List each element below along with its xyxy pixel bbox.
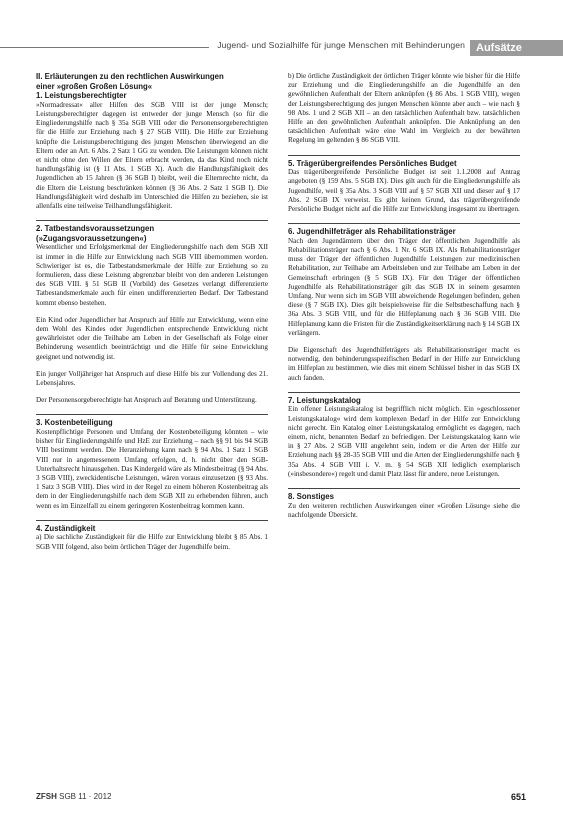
section-8-title: 8. Sonstiges (288, 492, 334, 502)
section-7 (288, 396, 520, 479)
section-4-title: 4. Zuständigkeit (36, 523, 96, 533)
page-number: 651 (510, 792, 526, 802)
section-6-title: 6. Jugendhilfeträger als Rehabilitationsträger (288, 227, 456, 237)
section-2-subtitle: (»Zugangsvoraussetzungen«) (36, 233, 147, 243)
section-2-paragraph-4: Der Personensorgeberechtigte hat Anspruch auf Beratung und Unterstützung. (36, 396, 257, 405)
section-3-paragraph: Kostenpflichtige Personen und Umfang der Kostenbeteiligung könnten – wie bisher für Eingliederungshilfe und HzE zur Erziehung – nach §§ 91 bis 94 SGB VIII bestimmt werden. Die Heranziehung kann nach § 94 Abs. 1 Satz 1 SGB VIII nur in angemessenem Umfang erfolgen, d. h. nicht über den SGB-Unterhaltsrecht hinausgehen. Das Kindergeld wäre als Mindestbeitrag (§ 94 Abs. 3 SGB VIII), zweckidentische Leistungen, wären voraus einzusetzen (§ 93 Abs. 1 Satz 3 SGB VIII). Dies wird in der Regel zu einem höheren Kostenbeitrag als dem in der Eingliederungshilfe nach dem SGB XII zu erhebenden führen, auch wenn es im Einzelfall zu einem geringeren Kostenbeitrag kommen kann. (36, 428, 268, 510)
section-divider (36, 220, 268, 221)
section-6-paragraph-1: Nach den Jugendämtern über den Träger der öffentlichen Jugendhilfe als Rehabilitationsträger nach § 6 Abs. 1 Nr. 6 SGB IX. Als Rehabilitationsträger muss der Träger der öffentlichen Jugendhilfe Leistungen zur medizinischen Rehabilitation, zur Teilhabe am Arbeitsleben und zur Teilhabe am Leben in der Gemeinschaft erbringen (§ 5 SGB IX). Für den Träger der öffentlichen Jugendhilfe als Rehabilitationsträger gilt das SGB IX in seinem gesamten Umfang. Nur wenn sich im SGB VIII abweichende Regelungen befinden, gehen diese (§ 7 SGB IX). Dies gilt beispielsweise für die Selbstbeschaffung nach § 36a Abs. 3 SGB VIII, und für die Hilfeplanung nach § 36 SGB VIII. Die Hilfeplanung kann die Fristen für die Zuständigkeitserklärung nach § 14 SGB IX verlängern. (288, 236, 520, 337)
right-column (288, 72, 520, 529)
journal-issue: 11 · 2012 (78, 792, 112, 801)
section-3-title: 3. Kostenbeteiligung (36, 418, 113, 428)
section-4b-paragraph: b) Die örtliche Zuständigkeit der örtlichen Träger könnte wie bisher für die Hilfe zur Erziehung und die Eingliederungshilfe an die Jugendhilfe an den gewöhnlichen Aufenthalt der Eltern anknüpfen (§ 86 Abs. 1 SGB VIII), wegen der Leistungsberechtigung des jungen Menschen könnte aber auch – wie nach § 98 Abs. 1 und 2 SGB XII – an den tatsächlichen Aufenthalt bzw. tatsächlichen Hilfe an den gewöhnlichen Aufenthalt anknüpfen. Die Anknüpfung an den tatsächlichen Aufenthalt wäre eine Wahl im Vergleich zu der bewährten Regelung im geltenden § 86 SGB VIII. (288, 72, 520, 145)
section-tab: Aufsätze (470, 40, 563, 56)
section-5-paragraph: Das trägerübergreifende Persönliche Budget ist seit 1.1.2008 auf Antrag angeboten (§ 159 Abs. 5 SGB IX). Dies gilt auch für die Eingliederungshilfe als Jugendhilfe, weil § 35a Abs. 3 SGB VIII auf § 57 SGB XII und dieser auf § 17 Abs. 2 SGB IX verweist. Es gibt keinen Grund, das trägerübergreifende Persönliche Budget nicht auf die Hilfe zur Entwicklung insgesamt zu übertragen. (288, 168, 520, 214)
section-4-continued (288, 72, 520, 146)
section-6 (288, 227, 520, 383)
section-divider (288, 155, 520, 156)
section-2-paragraph-1: Wesentlicher und Erfolgsmerkmal der Eingliederungshilfe nach dem SGB XII ist immer in die Hilfe zur Entwicklung nach SGB VIII übernommen worden. Schwieriger ist es, die Tatbestandsmerkmale der Hilfe zur Erziehung so zu formulieren, dass diese Leistung abgrenzbar bleibt von den anderen Leistungen des SGB VIII. § 51 SGB II (Vorbild) des Gesetzes verlangt differenzierte Tatbestandsmerkmale auch für einen undifferenzierten Bedarf. Der Tatbestand kommt ebenso bestehen. (36, 243, 268, 307)
section-5-title: 5. Trägerübergreifendes Persönliches Budget (288, 158, 457, 168)
section-2-paragraph-3: Ein junger Volljähriger hat Anspruch auf diese Hilfe bis zur Vollendung des 21. Lebensjahres. (36, 369, 268, 388)
section-ii (36, 72, 268, 211)
running-header-title: Jugend- und Sozialhilfe für junge Menschen mit Behinderungen (209, 40, 471, 50)
section-2-paragraph-2: Ein Kind oder Jugendlicher hat Anspruch auf Hilfe zur Entwicklung, wenn eine dem Wohl des Kindes oder Jugendlichen entsprechende Entwicklung nicht gewährleistet oder die Teilhabe am Leben in der Gesellschaft als Folge einer Behinderung wesentlich beeinträchtigt und die Hilfe für seine Entwicklung geeignet und notwendig ist. (36, 315, 268, 361)
section-8-paragraph: Zu den weiteren rechtlichen Auswirkungen einer »Großen Lösung« siehe die nachfolgende Übersicht. (288, 501, 520, 519)
section-1-paragraph: »Normadressat« aller Hilfen des SGB VIII ist der junge Mensch; Leistungsberechtigter dagegen ist entweder der junge Mensch (so für die Eingliederungshilfe nach § 35a SGB VIII oder die Personensorgeberechtigten für die Hilfe zur Erziehung nach § 27 SGB VIII). Die Hilfe zur Erziehung knüpfte die Leistungsberechtigung des jungen Menschen überwiegend an die Eltern oder an Art. 6 Abs. 2 Satz 1 GG zu wenden. Die Leistungen können nicht et nicht ohne den Willen der Eltern erbracht werden, da das Kind noch nicht handlungsfähig ist (§ 11 Abs. 1 SGB X). Auch die Handlungsfähigkeit des Jugendlichen ab 15 Jahren (§ 36 SGB I) bleibt, weil die Elternrechte nicht, da die Eltern die Leistung beschränken können (§ 36 Abs. 2 Satz 1 SGB I). Die Handlungsfähigkeit wird deshalb im Unterschied die Hilfen zu beziehen, sie ist allenfalls eine teilweise Teilhandlungsfähigkeit. (36, 100, 268, 211)
section-4 (36, 524, 268, 552)
page-footer (36, 792, 526, 806)
section-divider (36, 414, 268, 415)
section-ii-title: II. Erläuterungen zu den rechtlichen Auswirkungen (36, 72, 224, 81)
journal-name: ZFSH (36, 792, 57, 801)
section-5 (288, 159, 520, 215)
section-4-paragraph: a) Die sachliche Zuständigkeit für die Hilfe zur Entwicklung bleibt § 85 Abs. 1 SGB VIII folgend, also beim örtlichen Träger der Jugendhilfe beim. (36, 533, 268, 551)
section-2-title: 2. Tatbestandsvoraussetzungen (36, 224, 155, 234)
section-divider (288, 392, 520, 393)
section-7-paragraph: Ein offener Leistungskatalog ist begrifflich nicht möglich. Ein »geschlossener Leistungskatalog« wird dem komplexen Bedarf in der Hilfe zur Entwicklung nicht gerecht. Ein Katalog einer Leistungskatalog ermöglicht es dagegen, nach einem, nicht, benannten Bedarf zu befriedigen. Der Leistungskatalog kann wie in § 27 Abs. 2 SGB VIII angelehnt sein, indem er die Arten der Hilfe zur Erziehung nach §§ 28-35 SGB VIII und die Arten der Eingliederungshilfe nach § 35a Abs. 4 SGB VIII i. V. m. § 54 SGB XII lediglich exemplarisch (»insbesondere«) regelt und damit Platz lässt für andere, neue Leistungen. (288, 405, 520, 478)
section-6-paragraph-2: Die Eigenschaft des Jugendhilfeträgers als Rehabilitationsträger macht es notwendig, den behinderungsspezifischen Bedarf in der Hilfe zur Entwicklung im Hilfeplan zu bestimmen, wie dies mit einem Schlüssel bisher in das SGB IX auch fanden. (288, 346, 520, 382)
left-column (36, 72, 268, 561)
section-3 (36, 418, 268, 510)
section-7-title: 7. Leistungskatalog (288, 395, 361, 405)
section-divider (288, 223, 520, 224)
section-2 (36, 224, 268, 405)
running-header (0, 40, 563, 56)
section-8 (288, 492, 520, 520)
section-divider (36, 520, 268, 521)
section-divider (288, 488, 520, 489)
journal-subtitle: SGB (59, 792, 77, 801)
section-ii-subtitle: einer »großen Großen Lösung« (36, 81, 153, 91)
journal-citation (36, 792, 111, 801)
section-1-title: 1. Leistungsberechtigter (36, 91, 127, 101)
